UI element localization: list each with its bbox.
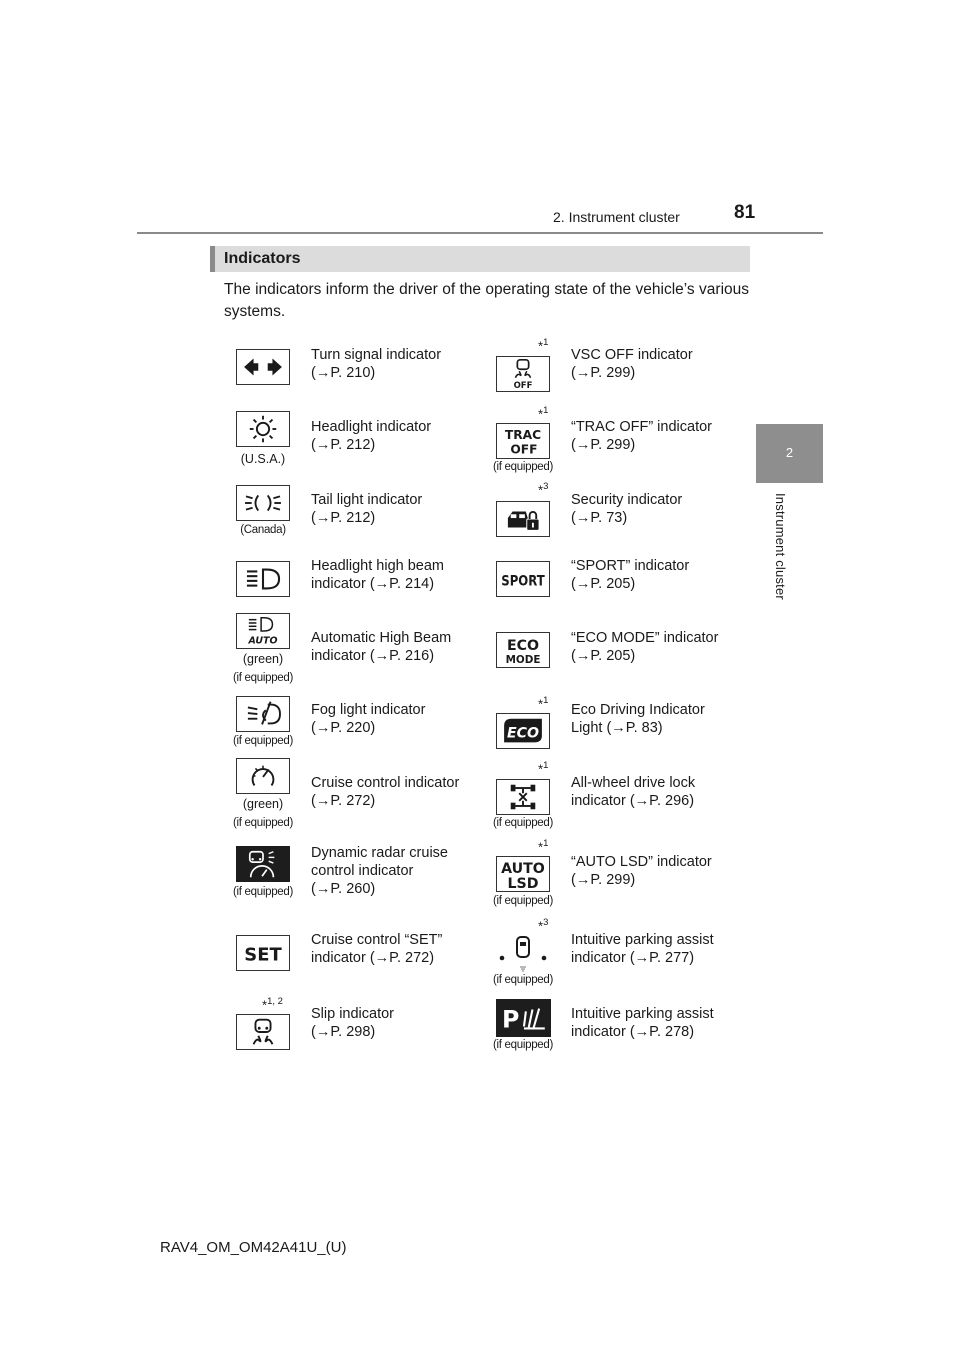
if-equipped-note: (if equipped) (492, 1039, 554, 1051)
trac-text: TRAC (504, 428, 542, 443)
footnote-mark: *$^1$ (538, 405, 549, 422)
headlight-description: Headlight indicator (→P. 212) (311, 419, 432, 453)
trac-off-description: “TRAC OFF” indicator (→P. 299) (571, 419, 712, 453)
high-beam-description: Headlight high beam indicator (→P. 214) (311, 558, 445, 592)
section-title: Indicators (224, 250, 301, 267)
footnote-mark: *$^1$ (538, 760, 549, 777)
auto-high-beam-icon (236, 613, 290, 649)
trac-off-text: OFF (510, 442, 538, 457)
page-number: 81 (734, 202, 756, 223)
if-equipped-note: (if equipped) (492, 461, 554, 473)
set-icon (236, 935, 290, 971)
footnote-mark: *$^3$ (538, 917, 549, 934)
header-divider (137, 232, 823, 234)
section-intro: The indicators inform the driver of the operating state of the vehicle’s various systems. (224, 281, 749, 320)
chapter-tab-label: Instrument cluster (773, 493, 788, 600)
eco-mode-description: “ECO MODE” indicator (→P. 205) (571, 630, 719, 664)
turn-signal-description: Turn signal indicator (→P. 210) (311, 347, 442, 381)
parking-assist-icon (496, 933, 550, 973)
if-equipped-note: (if equipped) (492, 895, 554, 907)
usa-note: (U.S.A.) (240, 452, 286, 466)
green-note: (green) (242, 652, 284, 666)
security-icon (496, 501, 550, 537)
auto-lsd-top-text: AUTO (501, 861, 545, 878)
fog-light-description: Fog light indicator (→P. 220) (311, 702, 426, 736)
eco-mode-icon (496, 632, 550, 668)
if-equipped-note: (if equipped) (492, 974, 554, 986)
parking-assist-p-description: Intuitive parking assist indicator (→P. 278) (571, 1006, 714, 1040)
vsc-off-icon (496, 356, 550, 392)
green-note: (green) (242, 797, 284, 811)
auto-lsd-icon (496, 856, 550, 892)
slip-icon (236, 1014, 290, 1050)
radar-cruise-icon (236, 846, 290, 882)
cruise-control-icon (236, 758, 290, 794)
if-equipped-note: (if equipped) (232, 886, 294, 898)
slip-description: Slip indicator (→P. 298) (311, 1006, 395, 1040)
if-equipped-note: (if equipped) (232, 672, 294, 684)
auto-high-beam-description: Automatic High Beam indicator (→P. 216) (311, 630, 452, 664)
running-header-section: 2. Instrument cluster (553, 209, 680, 225)
if-equipped-note: (if equipped) (232, 735, 294, 747)
trac-off-icon (496, 423, 550, 459)
canada-note: (Canada) (240, 524, 286, 536)
parking-assist-description: Intuitive parking assist indicator (→P. 277) (571, 932, 714, 966)
cruise-control-description: Cruise control indicator (→P. 272) (311, 775, 460, 809)
vsc-off-description: VSC OFF indicator (→P. 299) (571, 347, 693, 381)
chapter-tab (756, 424, 823, 483)
footnote-mark: *$^1$ (538, 337, 549, 354)
if-equipped-note: (if equipped) (232, 817, 294, 829)
high-beam-icon (236, 561, 290, 597)
footnote-mark: *$^{1, 2}$ (262, 996, 283, 1013)
eco-text: ECO (506, 638, 540, 654)
tail-light-description: Tail light indicator (→P. 212) (311, 492, 423, 526)
p-text: P (502, 1005, 520, 1034)
headlight-icon (236, 411, 290, 447)
set-text: SET (244, 944, 282, 966)
awd-lock-description: All-wheel drive lock indicator (→P. 296) (571, 775, 696, 809)
auto-lsd-description: “AUTO LSD” indicator (→P. 299) (571, 854, 712, 888)
sport-description: “SPORT” indicator (→P. 205) (571, 558, 690, 592)
chapter-tab-number: 2 (785, 445, 794, 460)
fog-light-icon (236, 696, 290, 732)
if-equipped-note: (if equipped) (492, 817, 554, 829)
tail-light-icon (236, 485, 290, 521)
set-description: Cruise control “SET” indicator (→P. 272) (311, 932, 443, 966)
document-code: RAV4_OM_OM42A41U_(U) (160, 1239, 347, 1256)
parking-assist-p-icon (496, 999, 551, 1037)
eco-driving-icon (496, 713, 550, 749)
eco-driving-description: Eco Driving Indicator Light (→P. 83) (571, 702, 705, 736)
turn-signal-icon (236, 349, 290, 385)
section-heading-bar (210, 246, 750, 272)
auto-text: AUTO (248, 635, 278, 647)
off-text: OFF (513, 381, 533, 391)
awd-lock-icon (496, 779, 550, 815)
footnote-mark: *$^1$ (538, 695, 549, 712)
footnote-mark: *$^3$ (538, 481, 549, 498)
security-description: Security indicator (→P. 73) (571, 492, 683, 526)
auto-lsd-bottom-text: LSD (507, 876, 539, 891)
sport-text: SPORT (501, 573, 546, 590)
sport-icon (496, 561, 550, 597)
eco-light-text: ECO (506, 725, 540, 742)
radar-cruise-description: Dynamic radar cruise control indicator (→P. 260) (311, 845, 448, 897)
footnote-mark: *$^1$ (538, 838, 549, 855)
mode-text: MODE (505, 654, 541, 667)
